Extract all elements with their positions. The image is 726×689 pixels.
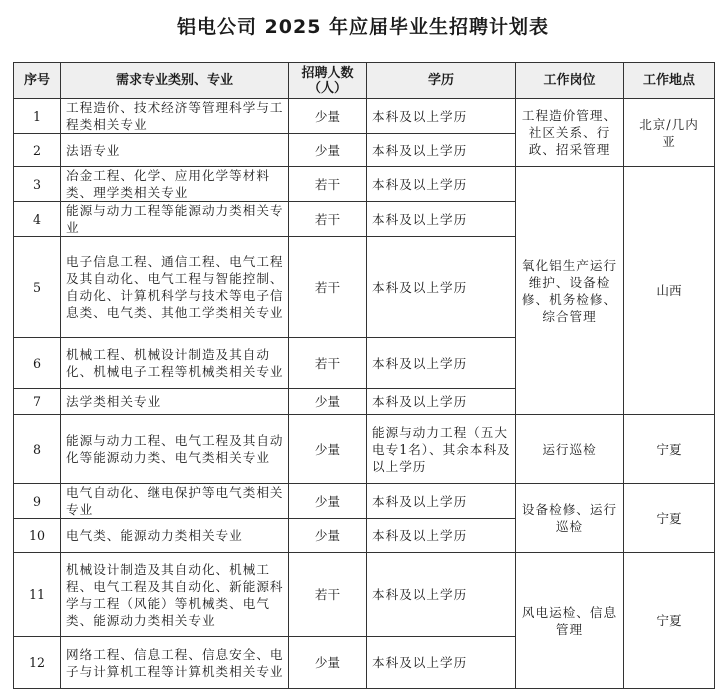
row-count: 若干 [289,202,367,237]
row-edu: 本科及以上学历 [367,237,516,338]
row-major: 冶金工程、化学、应用化学等材料类、理学类相关专业 [61,167,289,202]
row-seq: 12 [14,637,61,689]
row-major: 法语专业 [61,134,289,167]
position-cell: 设备检修、运行巡检 [516,484,624,553]
row-count: 若干 [289,167,367,202]
row-count: 少量 [289,389,367,415]
location-cell: 宁夏 [624,415,715,484]
row-major: 能源与动力工程、电气工程及其自动化等能源动力类、电气类相关专业 [61,415,289,484]
location-cell: 宁夏 [624,484,715,553]
header-position: 工作岗位 [516,63,624,99]
row-count: 少量 [289,415,367,484]
row-edu: 本科及以上学历 [367,519,516,553]
row-major: 网络工程、信息工程、信息安全、电子与计算机工程等计算机类相关专业 [61,637,289,689]
row-major: 工程造价、技术经济等管理科学与工程类相关专业 [61,99,289,134]
row-seq: 5 [14,237,61,338]
row-edu: 本科及以上学历 [367,553,516,637]
row-count: 若干 [289,237,367,338]
row-count: 少量 [289,519,367,553]
row-edu: 本科及以上学历 [367,167,516,202]
recruitment-table [13,62,715,689]
row-count: 少量 [289,99,367,134]
row-seq: 6 [14,338,61,389]
row-major: 法学类相关专业 [61,389,289,415]
row-major: 机械工程、机械设计制造及其自动化、机械电子工程等机械类相关专业 [61,338,289,389]
page-title: 铝电公司 2025 年应届毕业生招聘计划表 [176,16,550,38]
row-seq: 3 [14,167,61,202]
position-cell: 工程造价管理、社区关系、行政、招采管理 [516,99,624,167]
row-count: 若干 [289,553,367,637]
row-seq: 8 [14,415,61,484]
row-edu: 能源与动力工程（五大电专1名）、其余本科及以上学历 [367,415,516,484]
row-edu: 本科及以上学历 [367,99,516,134]
table-row [14,484,715,519]
table-header-row [14,63,715,99]
row-seq: 7 [14,389,61,415]
row-edu: 本科及以上学历 [367,389,516,415]
table-row [14,415,715,484]
row-major: 电气类、能源动力类相关专业 [61,519,289,553]
header-major: 需求专业类别、专业 [61,63,289,99]
row-seq: 9 [14,484,61,519]
table-row [14,553,715,637]
row-major: 电气自动化、继电保护等电气类相关专业 [61,484,289,519]
position-cell: 运行巡检 [516,415,624,484]
position-cell: 风电运检、信息管理 [516,553,624,689]
table-row [14,167,715,202]
row-count: 若干 [289,338,367,389]
position-cell: 氧化铝生产运行维护、设备检修、机务检修、综合管理 [516,167,624,415]
row-edu: 本科及以上学历 [367,134,516,167]
table-row [14,99,715,134]
row-count: 少量 [289,637,367,689]
location-cell: 北京/几内亚 [624,99,715,167]
row-count: 少量 [289,484,367,519]
row-edu: 本科及以上学历 [367,338,516,389]
row-seq: 10 [14,519,61,553]
row-edu: 本科及以上学历 [367,484,516,519]
row-seq: 1 [14,99,61,134]
row-seq: 4 [14,202,61,237]
location-cell: 宁夏 [624,553,715,689]
row-major: 电子信息工程、通信工程、电气工程及其自动化、电气工程与智能控制、自动化、计算机科学与技术等电子信息类、电气类、其他工学类相关专业 [61,237,289,338]
header-count: 招聘人数（人） [289,63,367,99]
row-edu: 本科及以上学历 [367,202,516,237]
header-seq: 序号 [14,63,61,99]
row-major: 能源与动力工程等能源动力类相关专业 [61,202,289,237]
location-cell: 山西 [624,167,715,415]
row-edu: 本科及以上学历 [367,637,516,689]
row-major: 机械设计制造及其自动化、机械工程、电气工程及其自动化、新能源科学与工程（风能）等机械类、电气类、能源动力类相关专业 [61,553,289,637]
row-count: 少量 [289,134,367,167]
row-seq: 11 [14,553,61,637]
header-edu: 学历 [367,63,516,99]
row-seq: 2 [14,134,61,167]
header-location: 工作地点 [624,63,715,99]
